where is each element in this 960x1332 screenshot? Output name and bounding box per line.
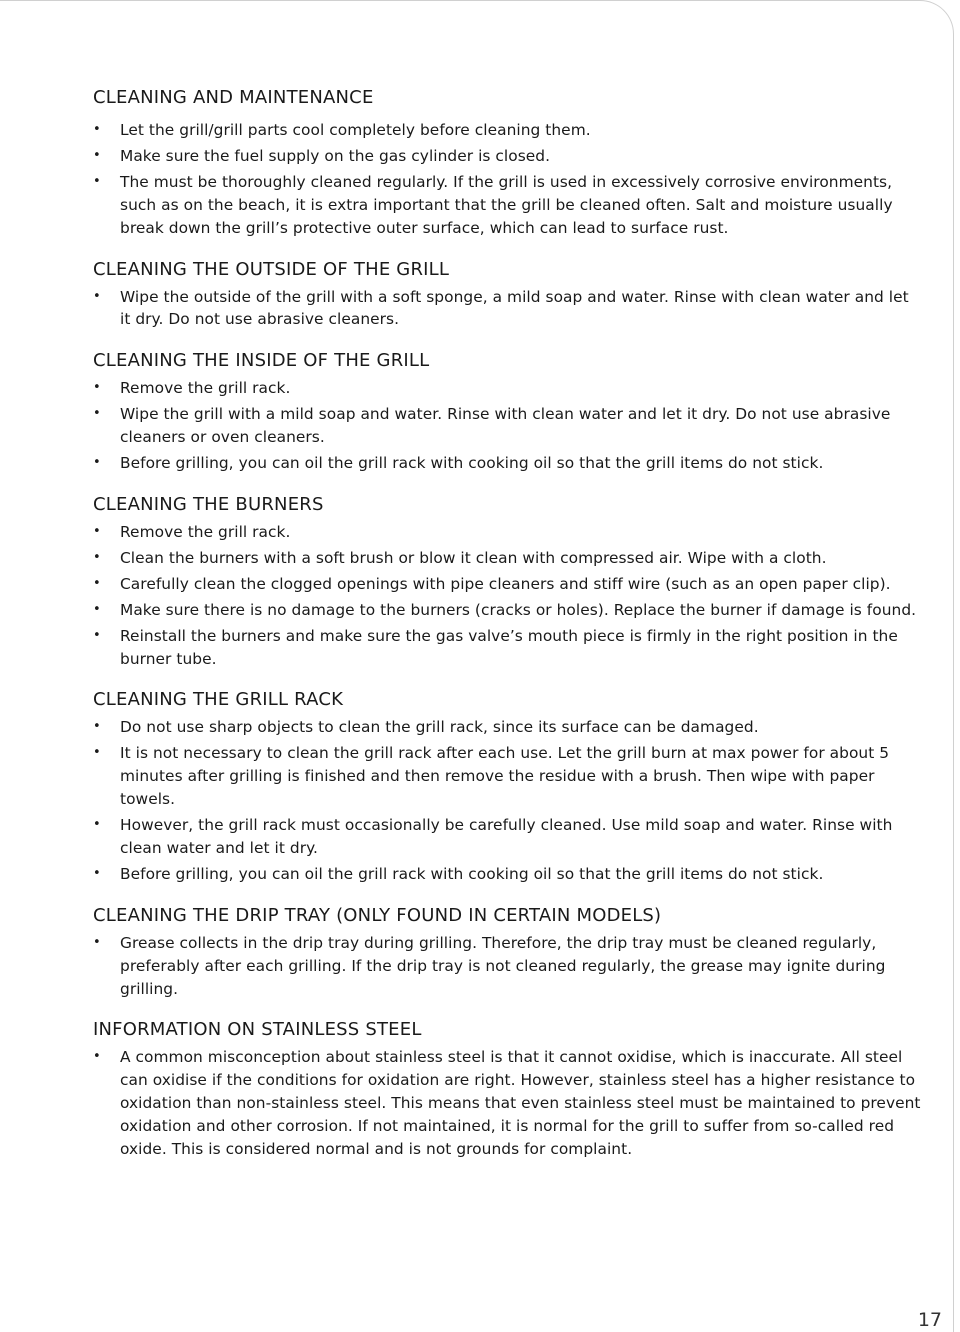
- bullet-item: • Grease collects in the drip tray during grilling. Therefore, the drip tray must be cleaned regularly, preferably after each grilling. If the drip tray is not cleaned regularly, the grease may ignite during grilling.: [93, 932, 923, 1001]
- bullet-item: • Wipe the grill with a mild soap and water. Rinse with clean water and let it dry. Do not use abrasive cleaners or oven cleaners.: [93, 403, 923, 449]
- section-heading: CLEANING THE INSIDE OF THE GRILL: [93, 350, 430, 372]
- bullet-list: [93, 119, 923, 240]
- bullet-item: • It is not necessary to clean the grill rack after each use. Let the grill burn at max power for about 5 minutes after grilling is finished and then remove the residue with a brush. Then wipe with paper towels.: [93, 742, 923, 811]
- bullet-item: • Wipe the outside of the grill with a soft sponge, a mild soap and water. Rinse with clean water and let it dry. Do not use abrasive cleaners.: [93, 286, 923, 332]
- bullet-item: • Carefully clean the clogged openings with pipe cleaners and stiff wire (such as an open paper clip).: [93, 573, 923, 596]
- section-heading: INFORMATION ON STAINLESS STEEL: [93, 1019, 422, 1041]
- bullet-list: [93, 716, 923, 885]
- bullet-list: [93, 377, 923, 475]
- section-cleaning-and-maintenance: [93, 86, 923, 240]
- section-heading: CLEANING THE DRIP TRAY (ONLY FOUND IN CERTAIN MODELS): [93, 904, 662, 926]
- bullet-list: [93, 521, 923, 670]
- section-cleaning-burners: [93, 493, 923, 670]
- bullet-item: • Reinstall the burners and make sure the gas valve’s mouth piece is firmly in the right position in the burner tube.: [93, 625, 923, 671]
- section-cleaning-drip-tray: [93, 904, 923, 1001]
- section-heading: CLEANING THE BURNERS: [93, 493, 324, 515]
- page-number: 17: [917, 1309, 942, 1331]
- bullet-list: [93, 932, 923, 1001]
- bullet-item: • However, the grill rack must occasionally be carefully cleaned. Use mild soap and water. Rinse with clean water and let it dry.: [93, 814, 923, 860]
- section-heading: CLEANING THE OUTSIDE OF THE GRILL: [93, 258, 450, 280]
- bullet-item: • Let the grill/grill parts cool completely before cleaning them.: [93, 119, 923, 142]
- bullet-item: • Remove the grill rack.: [93, 377, 923, 400]
- bullet-item: • Before grilling, you can oil the grill rack with cooking oil so that the grill items do not stick.: [93, 452, 923, 475]
- bullet-list: [93, 1046, 923, 1161]
- section-heading: CLEANING THE GRILL RACK: [93, 689, 344, 711]
- section-cleaning-grill-rack: [93, 688, 923, 885]
- bullet-item: • A common misconception about stainless steel is that it cannot oxidise, which is inaccurate. All steel can oxidise if the conditions for oxidation are right. However, stainless steel has a higher resistance to oxidation than non-stainless steel. This means that even stainless steel must be maintained to prevent oxidation and other corrosion. If not maintained, it is normal for the grill to suffer from so-called red oxide. This is considered normal and is not grounds for complaint.: [93, 1046, 923, 1161]
- section-heading: CLEANING AND MAINTENANCE: [93, 87, 374, 108]
- bullet-list: [93, 286, 923, 332]
- bullet-item: • Make sure the fuel supply on the gas cylinder is closed.: [93, 145, 923, 168]
- bullet-item: • Do not use sharp objects to clean the grill rack, since its surface can be damaged.: [93, 716, 923, 739]
- section-stainless-steel: [93, 1018, 923, 1161]
- bullet-item: • Remove the grill rack.: [93, 521, 923, 544]
- document-body: [93, 86, 923, 1179]
- section-cleaning-outside: [93, 258, 923, 332]
- bullet-item: • Before grilling, you can oil the grill rack with cooking oil so that the grill items do not stick.: [93, 863, 923, 886]
- bullet-item: • The must be thoroughly cleaned regularly. If the grill is used in excessively corrosive environments, such as on the beach, it is extra important that the grill be cleaned often. Salt and moisture usually break down the grill’s protective outer surface, which can lead to surface rust.: [93, 171, 923, 240]
- bullet-item: • Make sure there is no damage to the burners (cracks or holes). Replace the burner if damage is found.: [93, 599, 923, 622]
- section-cleaning-inside: [93, 349, 923, 475]
- bullet-item: • Clean the burners with a soft brush or blow it clean with compressed air. Wipe with a cloth.: [93, 547, 923, 570]
